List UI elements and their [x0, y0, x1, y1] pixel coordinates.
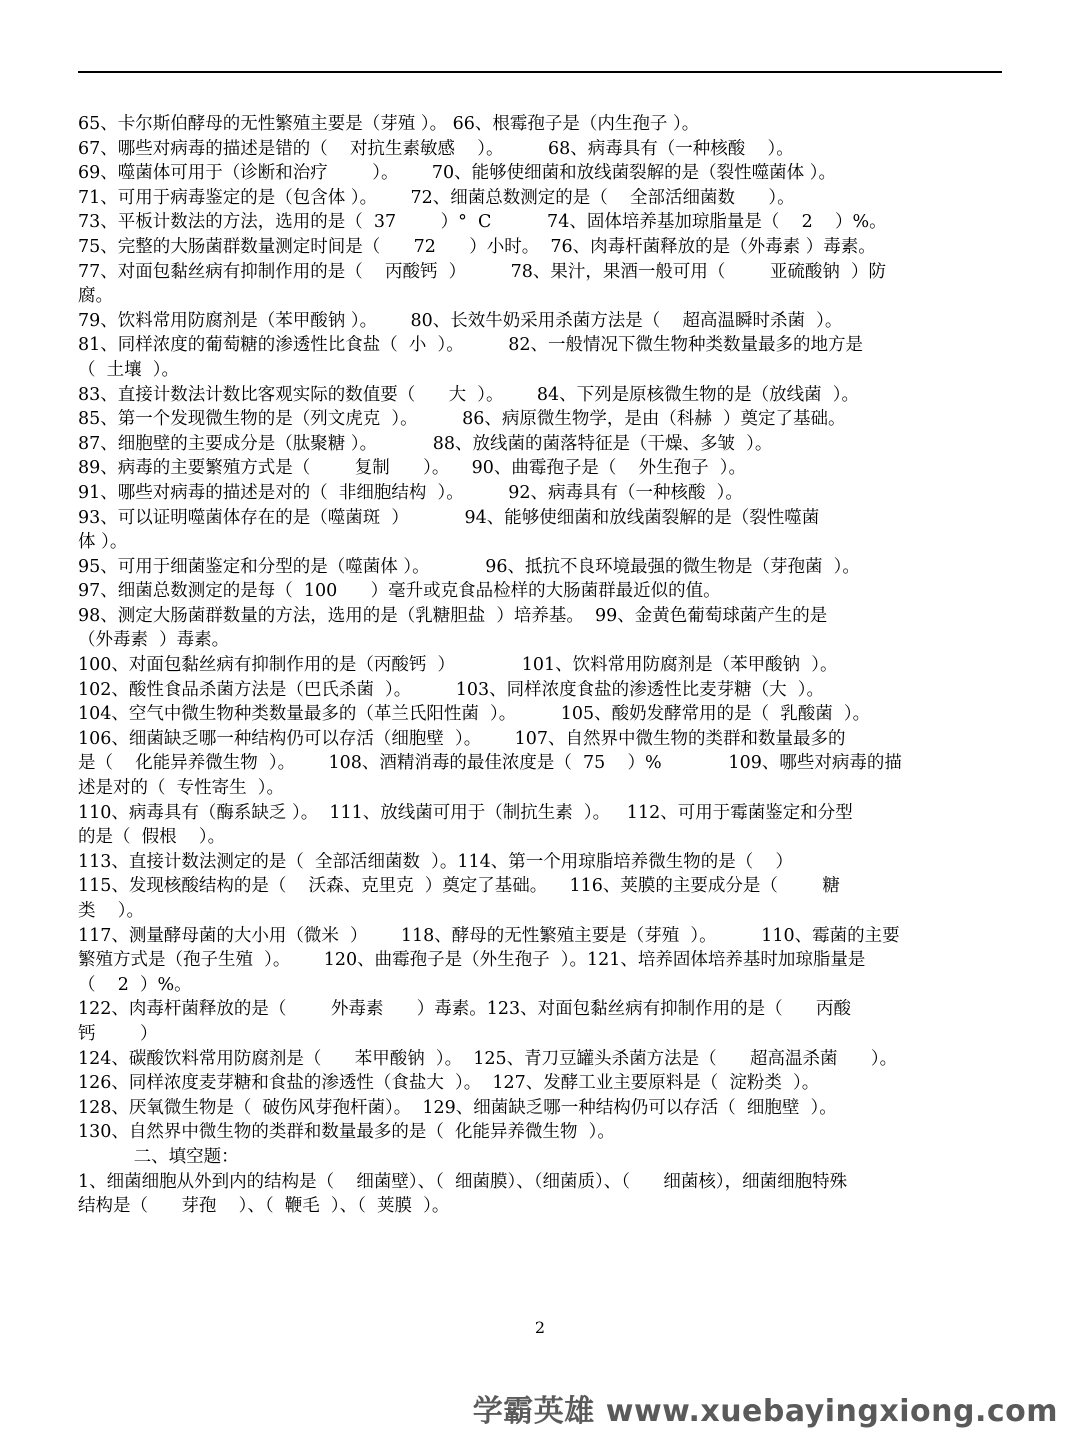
text-line: 79、饮料常用防腐剂是（苯甲酸钠 ）。 80、长效牛奶采用杀菌方法是（ 超高温瞬时杀菌 ）。: [78, 310, 843, 331]
text-line: 69、噬菌体可用于（诊断和治疗 ）。 70、能够使细菌和放线菌裂解的是（裂性噬菌体 ）。: [78, 163, 836, 184]
text-line: 97、细菌总数测定的是每（ 100 ）毫升或克食品检样的大肠菌群最近似的值。: [78, 581, 721, 602]
text-line: 102、酸性食品杀菌方法是（巴氏杀菌 ）。 103、同样浓度食盐的渗透性比麦芽糖（大 ）。: [78, 679, 825, 700]
text-line: 89、病毒的主要繁殖方式是（ 复制 ）。 90、曲霉孢子是（ 外生孢子 ）。: [78, 458, 747, 479]
text-line: 98、测定大肠菌群数量的方法，选用的是（乳糖胆盐 ）培养基。 99、金黄色葡萄球菌产生的是: [78, 605, 828, 626]
text-line: 的是（ 假根 ）。: [78, 827, 226, 848]
watermark-text: 学霸英雄 www.xuebayingxiong.com: [472, 1394, 1058, 1429]
text-line: 钙 ）: [78, 1023, 158, 1044]
text-line: 130、自然界中微生物的类群和数量最多的是（ 化能异养微生物 ）。: [78, 1122, 615, 1143]
text-line: 93、可以证明噬菌体存在的是（噬菌斑 ） 94、能够使细菌和放线菌裂解的是（裂性噬菌: [78, 507, 820, 528]
text-line: 106、细菌缺乏哪一种结构仍可以存活（细胞壁 ）。 107、自然界中微生物的类群和数量最多的: [78, 728, 846, 749]
text-line: 腐。: [78, 286, 113, 307]
text-line: 65、卡尔斯伯酵母的无性繁殖主要是（芽殖 ）。 66、根霉孢子是（内生孢子 ）。: [78, 114, 700, 134]
text-line: 71、可用于病毒鉴定的是（包含体 ）。 72、细菌总数测定的是（ 全部活细菌数 ）。: [78, 187, 795, 208]
section-heading: 二、填空题：: [78, 1146, 239, 1167]
text-line: 117、测量酵母菌的大小用（微米 ） 118、酵母的无性繁殖主要是（芽殖 ）。 110、霉菌的主要: [78, 925, 900, 946]
text-line: 85、第一个发现微生物的是（列文虎克 ）。 86、病原微生物学，是由（科赫 ）奠定了基础。: [78, 409, 846, 430]
text-line: 113、直接计数法测定的是（ 全部活细菌数 ）。114、第一个用琼脂培养微生物的是（ ）: [78, 851, 794, 872]
text-line: 77、对面包黏丝病有抑制作用的是（ 丙酸钙 ） 78、果汁，果酒一般可用（ 亚硫酸钠 ）防: [78, 261, 887, 282]
document-body: [78, 112, 1002, 1219]
text-line: （ 土壤 ）。: [78, 359, 180, 380]
header-rule: [78, 71, 1002, 73]
text-line: 繁殖方式是（孢子生殖 ）。 120、曲霉孢子是（外生孢子 ）。121、培养固体培养基时加琼脂量是: [78, 950, 866, 971]
text-line: 110、病毒具有（酶系缺乏 ）。 111、放线菌可用于（制抗生素 ）。 112、可用于霉菌鉴定和分型: [78, 802, 853, 823]
text-line: 115、发现核酸结构的是（ 沃森、克里克 ）奠定了基础。 116、荚膜的主要成分是（ 糖: [78, 876, 840, 897]
text-line: 81、同样浓度的葡萄糖的渗透性比食盐（ 小 ）。 82、一般情况下微生物种类数量最多的地方是: [78, 335, 864, 356]
text-line: 述是对的（ 专性寄生 ）。: [78, 778, 285, 799]
text-line: 是（ 化能异养微生物 ）。 108、酒精消毒的最佳浓度是（ 75 ）% 109、哪些对病毒的描: [78, 753, 902, 774]
text-line: 1、细菌细胞从外到内的结构是（ 细菌壁）、（ 细菌膜）、（细菌质）、（ 细菌核），细菌细胞特殊: [78, 1171, 848, 1192]
text-line: 104、空气中微生物种类数量最多的（革兰氏阳性菌 ）。 105、酸奶发酵常用的是（ 乳酸菌 ）。: [78, 704, 871, 725]
text-line: 100、对面包黏丝病有抑制作用的是（丙酸钙 ） 101、饮料常用防腐剂是（苯甲酸钠 ）。: [78, 655, 838, 676]
page-number: 2: [534, 1318, 546, 1337]
text-line: 83、直接计数法计数比客观实际的数值要（ 大 ）。 84、下列是原核微生物的是（放线菌 ）。: [78, 384, 860, 405]
text-line: 67、哪些对病毒的描述是错的（ 对抗生素敏感 ）。 68、病毒具有（一种核酸 ）。: [78, 138, 794, 159]
text-line: 类 ）。: [78, 901, 145, 921]
text-line: 95、可用于细菌鉴定和分型的是（噬菌体 ）。 96、抵抗不良环境最强的微生物是（芽孢菌 ）。: [78, 556, 860, 577]
text-line: 122、肉毒杆菌释放的是（ 外毒素 ）毒素。123、对面包黏丝病有抑制作用的是（ 丙酸: [78, 999, 852, 1020]
text-line: 体 ）。: [78, 532, 128, 553]
text-line: 87、细胞壁的主要成分是（肽聚糖 ）。 88、放线菌的菌落特征是（干燥、多皱 ）。: [78, 433, 773, 454]
text-line: 126、同样浓度麦芽糖和食盐的渗透性（食盐大 ）。 127、发酵工业主要原料是（ 淀粉类 ）。: [78, 1073, 820, 1094]
text-line: 73、平板计数法的方法，选用的是（ 37 ）° C 74、固体培养基加琼脂量是（ 2 ）%。: [78, 212, 887, 233]
text-line: （外毒素 ）毒素。: [78, 630, 230, 651]
text-line: 124、碳酸饮料常用防腐剂是（ 苯甲酸钠 ）。 125、青刀豆罐头杀菌方法是（ 超高温杀菌 ）。: [78, 1048, 898, 1069]
text-line: 结构是（ 芽孢 ）、（ 鞭毛 ）、（ 荚膜 ）。: [78, 1196, 450, 1217]
text-line: （ 2 ）%。: [78, 974, 192, 995]
text-line: 75、完整的大肠菌群数量测定时间是（ 72 ）小时。 76、肉毒杆菌释放的是（外毒素 ）毒素。: [78, 236, 876, 257]
text-line: 91、哪些对病毒的描述是对的（ 非细胞结构 ）。 92、病毒具有（一种核酸 ）。: [78, 482, 743, 503]
text-line: 128、厌氧微生物是（ 破伤风芽孢杆菌）。 129、细菌缺乏哪一种结构仍可以存活（ 细胞壁 ）。: [78, 1097, 837, 1118]
